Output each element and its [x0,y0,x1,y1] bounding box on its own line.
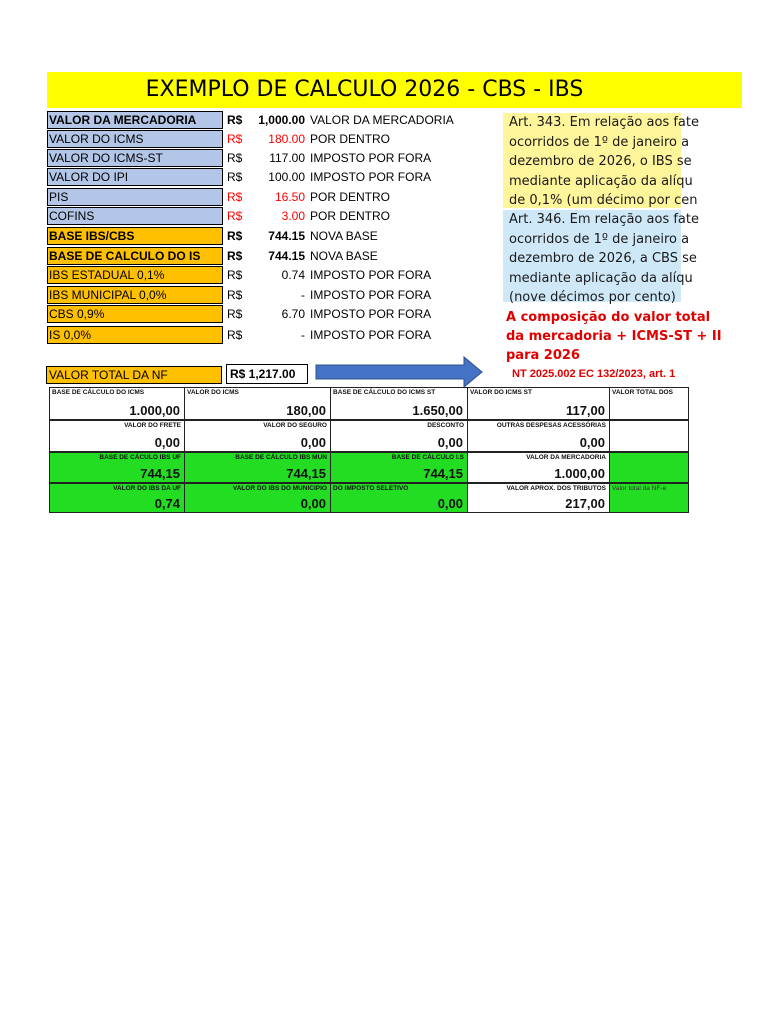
row-label: IS 0,0% [47,326,223,344]
grid-cell-caption: OUTRAS DESPESAS ACESSÓRIAS [496,422,606,429]
page-title [47,72,742,108]
grid-cell-value: 744,15 [423,466,463,481]
grid-cell [467,483,610,513]
grid-cell [49,452,185,483]
grid-cell-value: 1.650,00 [412,403,463,418]
grid-cell-caption: VALOR DO IBS DA UF [113,485,181,492]
row-currency: R$ [227,132,243,146]
row-label: IBS MUNICIPAL 0,0% [47,286,223,304]
row-currency: R$ [227,209,243,223]
grid-cell-caption: VALOR TOTAL DOS [612,389,673,396]
grid-cell [184,420,331,452]
note-line: mediante aplicação da alíqu [509,270,693,286]
row-label: IBS ESTADUAL 0,1% [47,266,223,284]
row-description: POR DENTRO [310,132,391,146]
row-value: 744.15 [268,249,305,263]
grid-cell-value: 0,00 [579,435,605,450]
note-line: ocorridos de 1º de janeiro a [509,134,690,150]
grid-cell [609,387,689,420]
row-description: VALOR DA MERCADORIA [310,113,454,127]
grid-cell [330,387,468,420]
grid-cell [467,387,610,420]
grid-cell-value: 0,00 [437,435,463,450]
grid-cell-value: 0,74 [154,496,180,511]
grid-cell-value: 0,00 [300,496,326,511]
grid-cell [467,420,610,452]
row-currency: R$ [227,170,243,184]
row-label: VALOR DA MERCADORIA [47,111,223,129]
row-value: - [301,328,305,342]
note-line: mediante aplicação da alíqu [509,173,693,189]
row-value: - [301,288,305,302]
row-currency: R$ [227,113,243,127]
grid-cell-caption: VALOR DA MERCADORIA [526,454,606,461]
row-currency: R$ [227,288,243,302]
grid-cell-value: 0,00 [300,435,326,450]
title-text: EXEMPLO DE CALCULO 2026 - CBS - IBS [145,77,584,102]
grid-cell-caption: VALOR DO FRETE [124,422,181,429]
grid-cell [467,452,610,483]
row-currency: R$ [227,249,243,263]
row-description: IMPOSTO POR FORA [310,268,432,282]
row-label: VALOR DO IPI [47,168,223,186]
grid-cell-value: 117,00 [565,403,605,418]
note-line: Art. 343. Em relação aos fate [509,115,699,130]
row-currency: R$ [227,190,243,204]
row-currency: R$ [227,151,243,165]
row-label: PIS [47,188,223,206]
row-currency: R$ [227,307,243,321]
grid-cell-value: 1.000,00 [554,466,605,481]
grid-cell-value: 0,00 [154,435,180,450]
row-label: CBS 0,9% [47,305,223,323]
grid-cell-caption: BASE DE CÁLCULO DO ICMS [52,389,145,396]
row-value: 100.00 [268,170,305,184]
grid-cell [609,420,689,452]
row-value: 180.00 [268,132,305,146]
grid-cell [49,420,185,452]
grid-cell-caption: VALOR APROX. DOS TRIBUTOS [506,485,606,492]
note-line: dezembro de 2026, a CBS se [509,251,697,266]
grid-cell [49,387,185,420]
row-currency: R$ [227,229,243,243]
article-346-note [503,210,699,305]
composition-line: para 2026 [506,348,580,363]
total-value: R$ 1,217.00 [226,364,308,384]
row-label: COFINS [47,207,223,225]
grid-cell [609,452,689,483]
grid-cell-caption: BASE DE CÁLCULO IBS MUN [235,454,327,461]
nt-reference: NT 2025.002 EC 132/2023, art. 1 [512,368,676,380]
note-line: de 0,1% (um décimo por cen [509,193,698,208]
row-value: 744.15 [268,229,305,243]
row-value: 3.00 [281,209,305,223]
grid-cell-value: 217,00 [565,496,605,511]
grid-cell [184,452,331,483]
note-line: ocorridos de 1º de janeiro a [509,231,690,247]
grid-cell-caption: VALOR DO SEGURO [263,422,327,429]
grid-cell-caption: VALOR DO ICMS ST [470,389,532,396]
grid-cell-caption: VALOR DO ICMS [187,389,239,396]
row-value: 1,000.00 [258,113,305,127]
grid-cell [184,387,331,420]
note-line: dezembro de 2026, o IBS se [509,154,692,169]
invoice-totals-grid [49,387,682,509]
row-description: IMPOSTO POR FORA [310,170,432,184]
grid-cell [184,483,331,513]
row-description: NOVA BASE [310,249,378,263]
grid-cell-value: 180,00 [286,403,326,418]
row-value: 16.50 [274,190,305,204]
grid-cell [330,483,468,513]
row-currency: R$ [227,268,243,282]
grid-cell-caption: DO IMPOSTO SELETIVO [333,485,409,492]
row-label: BASE IBS/CBS [47,227,223,245]
grid-cell [330,452,468,483]
composition-note [506,308,722,365]
grid-cell-value: 744,15 [140,466,180,481]
grid-cell-value: 1.000,00 [129,403,180,418]
row-value: 0.74 [281,268,305,282]
grid-cell-caption: DESCONTO [427,422,464,429]
row-description: IMPOSTO POR FORA [310,307,432,321]
grid-cell-caption: BASE DE CÁLCULO DO ICMS ST [333,389,436,396]
row-label: VALOR DO ICMS [47,130,223,148]
row-description: NOVA BASE [310,229,378,243]
row-value: 6.70 [281,307,305,321]
total-label: VALOR TOTAL DA NF [46,366,222,384]
row-label: VALOR DO ICMS-ST [47,149,223,167]
row-currency: R$ [227,328,243,342]
arrow-right-icon [314,356,484,388]
row-description: IMPOSTO POR FORA [310,151,432,165]
grid-cell [330,420,468,452]
grid-cell-caption: VALOR DO IBS DO MUNICIPIO [232,485,327,492]
row-label: BASE DE CALCULO DO IS [47,247,223,265]
grid-cell [609,483,689,513]
grid-cell [49,483,185,513]
article-343-note [503,113,699,208]
grid-cell-caption: Valor total da NF-e [612,485,667,492]
note-line: Art. 346. Em relação aos fate [509,212,699,227]
row-description: IMPOSTO POR FORA [310,328,432,342]
grid-cell-value: 0,00 [437,496,463,511]
grid-cell-value: 744,15 [286,466,326,481]
composition-line: A composição do valor total [506,310,711,325]
row-description: IMPOSTO POR FORA [310,288,432,302]
row-value: 117.00 [269,151,305,165]
grid-cell-caption: BASE DE CÁLCULO I.S [391,454,464,461]
composition-line: da mercadoria + ICMS-ST + II [506,329,722,344]
row-description: POR DENTRO [310,190,391,204]
grid-cell-caption: BASE DE CÁCULO IBS UF [99,454,181,461]
row-description: POR DENTRO [310,209,391,223]
note-line: (nove décimos por cento) [509,290,676,305]
